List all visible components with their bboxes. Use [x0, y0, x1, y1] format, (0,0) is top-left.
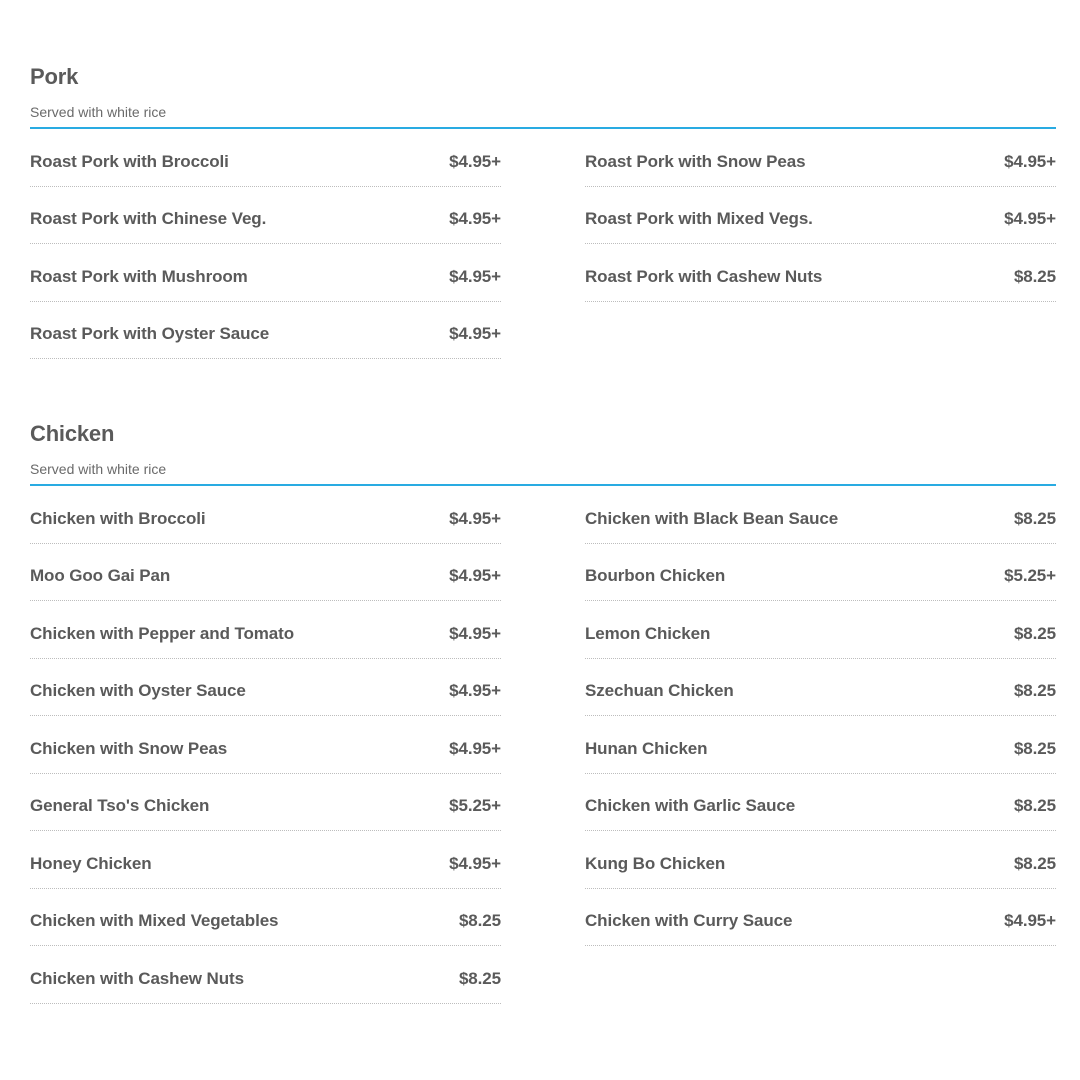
menu-item-name: Roast Pork with Mushroom	[30, 266, 248, 286]
menu-item[interactable]	[585, 831, 1056, 889]
menu-columns	[30, 486, 1056, 1004]
menu-item-name: Honey Chicken	[30, 853, 152, 873]
menu-item[interactable]	[30, 302, 501, 360]
menu-item-price: $4.95+	[449, 681, 501, 700]
menu-item-name: Kung Bo Chicken	[585, 853, 726, 873]
menu-item-name: Chicken with Oyster Sauce	[30, 681, 246, 700]
menu-item-name: Szechuan Chicken	[585, 681, 734, 700]
menu-item[interactable]	[30, 659, 501, 717]
section-subtitle: Served with white rice	[30, 461, 167, 477]
menu-item[interactable]	[30, 889, 501, 947]
menu-item[interactable]	[30, 244, 501, 302]
menu-item[interactable]	[30, 601, 501, 659]
menu-item-name: Roast Pork with Oyster Sauce	[30, 324, 270, 343]
menu-item-price: $4.95+	[449, 623, 501, 643]
menu-item-name: Bourbon Chicken	[585, 566, 726, 585]
menu-item-name: Hunan Chicken	[585, 738, 708, 758]
pork-section	[30, 64, 1056, 359]
menu-item-name: General Tso's Chicken	[30, 796, 210, 815]
menu-item-price: $4.95+	[449, 566, 501, 585]
menu-item-name: Lemon Chicken	[585, 623, 711, 643]
menu-item[interactable]	[30, 946, 501, 1004]
menu-item-price: $8.25	[1013, 738, 1056, 758]
menu-item[interactable]	[585, 774, 1056, 832]
menu-item[interactable]	[585, 486, 1056, 544]
menu-column-left	[30, 486, 501, 1004]
menu-item-name: Roast Pork with Snow Peas	[585, 151, 806, 171]
menu-item-price: $4.95+	[449, 853, 501, 873]
menu-item-name: Chicken with Black Bean Sauce	[585, 508, 839, 528]
menu-column-left	[30, 129, 501, 359]
menu-item[interactable]	[585, 187, 1056, 245]
menu-item-name: Chicken with Mixed Vegetables	[30, 911, 279, 930]
menu-item-price: $8.25	[458, 968, 501, 988]
menu-column-right	[585, 486, 1056, 1004]
menu-item[interactable]	[585, 544, 1056, 602]
menu-item-price: $4.95+	[449, 324, 501, 343]
menu-item[interactable]	[585, 129, 1056, 187]
menu-item-name: Chicken with Garlic Sauce	[585, 796, 796, 815]
menu-item[interactable]	[585, 601, 1056, 659]
menu-item-price: $5.25+	[1004, 566, 1056, 585]
menu-item-price: $4.95+	[449, 209, 501, 228]
section-subtitle: Served with white rice	[30, 104, 167, 120]
menu-item[interactable]	[30, 774, 501, 832]
menu-item-price: $8.25	[1013, 853, 1056, 873]
menu-item-name: Roast Pork with Cashew Nuts	[585, 266, 823, 286]
menu-column-right	[585, 129, 1056, 359]
menu-item-name: Roast Pork with Broccoli	[30, 151, 229, 171]
menu-item[interactable]	[30, 716, 501, 774]
menu-item-price: $8.25	[1013, 623, 1056, 643]
menu-item-price: $4.95+	[1004, 151, 1056, 171]
menu-item[interactable]	[30, 187, 501, 245]
menu-item-name: Chicken with Cashew Nuts	[30, 968, 244, 988]
menu-item[interactable]	[585, 659, 1056, 717]
menu-item-price: $8.25	[1013, 796, 1056, 815]
menu-item-name: Chicken with Broccoli	[30, 508, 206, 528]
menu-item-price: $4.95+	[449, 738, 501, 758]
menu-item[interactable]	[585, 716, 1056, 774]
menu-item-name: Chicken with Pepper and Tomato	[30, 623, 294, 643]
section-title: Pork	[30, 64, 79, 89]
menu-item-price: $4.95+	[449, 266, 501, 286]
menu-item[interactable]	[30, 129, 501, 187]
menu-item-name: Roast Pork with Mixed Vegs.	[585, 209, 813, 228]
chicken-section	[30, 421, 1056, 1004]
menu-item-price: $8.25	[458, 911, 501, 930]
menu-item[interactable]	[585, 889, 1056, 947]
menu-columns	[30, 129, 1056, 359]
menu-item-price: $8.25	[1013, 508, 1056, 528]
menu-item-price: $4.95+	[449, 151, 501, 171]
menu-item-price: $4.95+	[449, 508, 501, 528]
menu-item-name: Chicken with Curry Sauce	[585, 911, 793, 930]
menu-item-name: Roast Pork with Chinese Veg.	[30, 209, 267, 228]
menu-item[interactable]	[30, 544, 501, 602]
menu-item-price: $8.25	[1013, 681, 1056, 700]
menu-item[interactable]	[30, 831, 501, 889]
menu-item-name: Chicken with Snow Peas	[30, 738, 228, 758]
menu-item-price: $4.95+	[1004, 911, 1056, 930]
section-title: Chicken	[30, 421, 115, 446]
menu-item-price: $8.25	[1013, 266, 1056, 286]
menu-item-price: $4.95+	[1004, 209, 1056, 228]
menu-item[interactable]	[585, 244, 1056, 302]
menu-item-price: $5.25+	[449, 796, 501, 815]
menu-item[interactable]	[30, 486, 501, 544]
menu-item-name: Moo Goo Gai Pan	[30, 566, 171, 585]
